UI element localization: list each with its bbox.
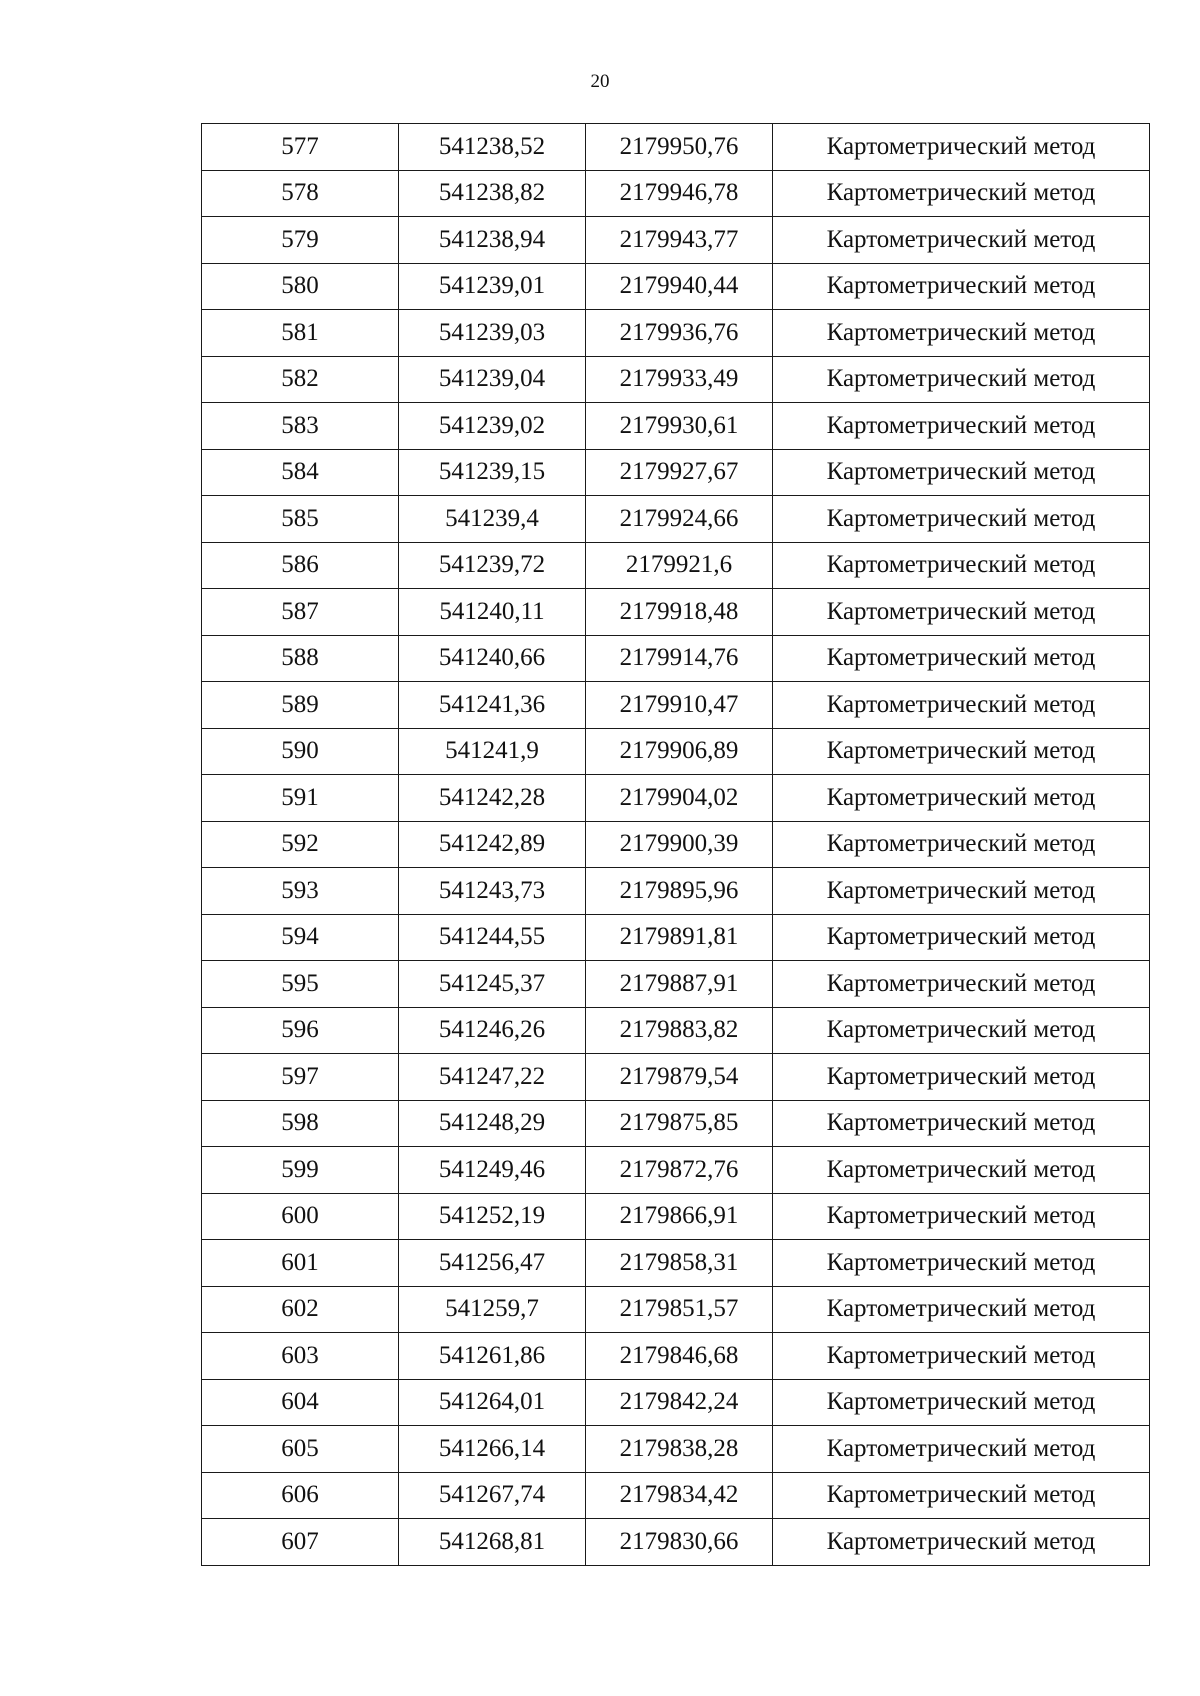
point-number-cell: 595 bbox=[202, 961, 399, 1008]
method-cell: Картометрический метод bbox=[773, 1333, 1150, 1380]
point-number-cell: 593 bbox=[202, 868, 399, 915]
y-coordinate-cell: 2179830,66 bbox=[586, 1519, 773, 1566]
method-cell: Картометрический метод bbox=[773, 542, 1150, 589]
point-number-cell: 577 bbox=[202, 124, 399, 171]
method-cell: Картометрический метод bbox=[773, 682, 1150, 729]
x-coordinate-cell: 541261,86 bbox=[399, 1333, 586, 1380]
point-number-cell: 600 bbox=[202, 1193, 399, 1240]
method-cell: Картометрический метод bbox=[773, 1519, 1150, 1566]
point-number-cell: 603 bbox=[202, 1333, 399, 1380]
point-number-cell: 604 bbox=[202, 1379, 399, 1426]
x-coordinate-cell: 541246,26 bbox=[399, 1007, 586, 1054]
table-row bbox=[202, 589, 1150, 636]
y-coordinate-cell: 2179918,48 bbox=[586, 589, 773, 636]
x-coordinate-cell: 541238,82 bbox=[399, 170, 586, 217]
x-coordinate-cell: 541241,36 bbox=[399, 682, 586, 729]
x-coordinate-cell: 541266,14 bbox=[399, 1426, 586, 1473]
x-coordinate-cell: 541252,19 bbox=[399, 1193, 586, 1240]
table-row bbox=[202, 170, 1150, 217]
method-cell: Картометрический метод bbox=[773, 403, 1150, 450]
y-coordinate-cell: 2179887,91 bbox=[586, 961, 773, 1008]
x-coordinate-cell: 541242,89 bbox=[399, 821, 586, 868]
point-number-cell: 596 bbox=[202, 1007, 399, 1054]
table-row bbox=[202, 682, 1150, 729]
x-coordinate-cell: 541248,29 bbox=[399, 1100, 586, 1147]
point-number-cell: 590 bbox=[202, 728, 399, 775]
x-coordinate-cell: 541247,22 bbox=[399, 1054, 586, 1101]
table-row bbox=[202, 1379, 1150, 1426]
x-coordinate-cell: 541241,9 bbox=[399, 728, 586, 775]
method-cell: Картометрический метод bbox=[773, 635, 1150, 682]
table-row bbox=[202, 1426, 1150, 1473]
y-coordinate-cell: 2179914,76 bbox=[586, 635, 773, 682]
x-coordinate-cell: 541238,94 bbox=[399, 217, 586, 264]
x-coordinate-cell: 541238,52 bbox=[399, 124, 586, 171]
y-coordinate-cell: 2179872,76 bbox=[586, 1147, 773, 1194]
y-coordinate-cell: 2179851,57 bbox=[586, 1286, 773, 1333]
table-row bbox=[202, 961, 1150, 1008]
y-coordinate-cell: 2179875,85 bbox=[586, 1100, 773, 1147]
x-coordinate-cell: 541267,74 bbox=[399, 1472, 586, 1519]
method-cell: Картометрический метод bbox=[773, 1147, 1150, 1194]
page-number: 20 bbox=[590, 71, 610, 92]
table-row bbox=[202, 1147, 1150, 1194]
y-coordinate-cell: 2179943,77 bbox=[586, 217, 773, 264]
method-cell: Картометрический метод bbox=[773, 1007, 1150, 1054]
method-cell: Картометрический метод bbox=[773, 263, 1150, 310]
table-row bbox=[202, 1286, 1150, 1333]
point-number-cell: 607 bbox=[202, 1519, 399, 1566]
method-cell: Картометрический метод bbox=[773, 1100, 1150, 1147]
table-row bbox=[202, 821, 1150, 868]
table-row bbox=[202, 1240, 1150, 1287]
method-cell: Картометрический метод bbox=[773, 914, 1150, 961]
y-coordinate-cell: 2179900,39 bbox=[586, 821, 773, 868]
y-coordinate-cell: 2179838,28 bbox=[586, 1426, 773, 1473]
x-coordinate-cell: 541239,03 bbox=[399, 310, 586, 357]
y-coordinate-cell: 2179946,78 bbox=[586, 170, 773, 217]
point-number-cell: 586 bbox=[202, 542, 399, 589]
method-cell: Картометрический метод bbox=[773, 1379, 1150, 1426]
x-coordinate-cell: 541249,46 bbox=[399, 1147, 586, 1194]
x-coordinate-cell: 541245,37 bbox=[399, 961, 586, 1008]
table-row bbox=[202, 496, 1150, 543]
point-number-cell: 584 bbox=[202, 449, 399, 496]
point-number-cell: 602 bbox=[202, 1286, 399, 1333]
coordinates-table-body bbox=[202, 124, 1150, 1566]
x-coordinate-cell: 541239,72 bbox=[399, 542, 586, 589]
table-row bbox=[202, 356, 1150, 403]
y-coordinate-cell: 2179936,76 bbox=[586, 310, 773, 357]
method-cell: Картометрический метод bbox=[773, 356, 1150, 403]
y-coordinate-cell: 2179906,89 bbox=[586, 728, 773, 775]
x-coordinate-cell: 541244,55 bbox=[399, 914, 586, 961]
table-row bbox=[202, 1472, 1150, 1519]
y-coordinate-cell: 2179927,67 bbox=[586, 449, 773, 496]
y-coordinate-cell: 2179858,31 bbox=[586, 1240, 773, 1287]
point-number-cell: 585 bbox=[202, 496, 399, 543]
table-row bbox=[202, 1519, 1150, 1566]
point-number-cell: 605 bbox=[202, 1426, 399, 1473]
x-coordinate-cell: 541239,15 bbox=[399, 449, 586, 496]
x-coordinate-cell: 541256,47 bbox=[399, 1240, 586, 1287]
x-coordinate-cell: 541239,04 bbox=[399, 356, 586, 403]
y-coordinate-cell: 2179846,68 bbox=[586, 1333, 773, 1380]
point-number-cell: 580 bbox=[202, 263, 399, 310]
table-row bbox=[202, 1100, 1150, 1147]
y-coordinate-cell: 2179933,49 bbox=[586, 356, 773, 403]
method-cell: Картометрический метод bbox=[773, 217, 1150, 264]
y-coordinate-cell: 2179950,76 bbox=[586, 124, 773, 171]
point-number-cell: 594 bbox=[202, 914, 399, 961]
y-coordinate-cell: 2179921,6 bbox=[586, 542, 773, 589]
point-number-cell: 581 bbox=[202, 310, 399, 357]
point-number-cell: 583 bbox=[202, 403, 399, 450]
x-coordinate-cell: 541240,66 bbox=[399, 635, 586, 682]
method-cell: Картометрический метод bbox=[773, 728, 1150, 775]
table-row bbox=[202, 868, 1150, 915]
table-row bbox=[202, 310, 1150, 357]
y-coordinate-cell: 2179930,61 bbox=[586, 403, 773, 450]
x-coordinate-cell: 541243,73 bbox=[399, 868, 586, 915]
method-cell: Картометрический метод bbox=[773, 1286, 1150, 1333]
point-number-cell: 582 bbox=[202, 356, 399, 403]
table-row bbox=[202, 1054, 1150, 1101]
x-coordinate-cell: 541259,7 bbox=[399, 1286, 586, 1333]
method-cell: Картометрический метод bbox=[773, 821, 1150, 868]
x-coordinate-cell: 541268,81 bbox=[399, 1519, 586, 1566]
method-cell: Картометрический метод bbox=[773, 1193, 1150, 1240]
method-cell: Картометрический метод bbox=[773, 1426, 1150, 1473]
method-cell: Картометрический метод bbox=[773, 1054, 1150, 1101]
y-coordinate-cell: 2179842,24 bbox=[586, 1379, 773, 1426]
x-coordinate-cell: 541239,4 bbox=[399, 496, 586, 543]
y-coordinate-cell: 2179879,54 bbox=[586, 1054, 773, 1101]
table-row bbox=[202, 124, 1150, 171]
table-row bbox=[202, 914, 1150, 961]
point-number-cell: 579 bbox=[202, 217, 399, 264]
method-cell: Картометрический метод bbox=[773, 170, 1150, 217]
y-coordinate-cell: 2179895,96 bbox=[586, 868, 773, 915]
method-cell: Картометрический метод bbox=[773, 496, 1150, 543]
method-cell: Картометрический метод bbox=[773, 775, 1150, 822]
x-coordinate-cell: 541242,28 bbox=[399, 775, 586, 822]
table-row bbox=[202, 1007, 1150, 1054]
method-cell: Картометрический метод bbox=[773, 1240, 1150, 1287]
table-row bbox=[202, 635, 1150, 682]
table-row bbox=[202, 775, 1150, 822]
y-coordinate-cell: 2179866,91 bbox=[586, 1193, 773, 1240]
point-number-cell: 601 bbox=[202, 1240, 399, 1287]
y-coordinate-cell: 2179924,66 bbox=[586, 496, 773, 543]
table-row bbox=[202, 263, 1150, 310]
x-coordinate-cell: 541264,01 bbox=[399, 1379, 586, 1426]
point-number-cell: 599 bbox=[202, 1147, 399, 1194]
table-row bbox=[202, 542, 1150, 589]
table-row bbox=[202, 403, 1150, 450]
y-coordinate-cell: 2179910,47 bbox=[586, 682, 773, 729]
y-coordinate-cell: 2179940,44 bbox=[586, 263, 773, 310]
table-row bbox=[202, 217, 1150, 264]
method-cell: Картометрический метод bbox=[773, 589, 1150, 636]
x-coordinate-cell: 541239,01 bbox=[399, 263, 586, 310]
point-number-cell: 589 bbox=[202, 682, 399, 729]
method-cell: Картометрический метод bbox=[773, 868, 1150, 915]
point-number-cell: 588 bbox=[202, 635, 399, 682]
point-number-cell: 598 bbox=[202, 1100, 399, 1147]
y-coordinate-cell: 2179891,81 bbox=[586, 914, 773, 961]
point-number-cell: 597 bbox=[202, 1054, 399, 1101]
point-number-cell: 587 bbox=[202, 589, 399, 636]
x-coordinate-cell: 541240,11 bbox=[399, 589, 586, 636]
table-row bbox=[202, 1193, 1150, 1240]
method-cell: Картометрический метод bbox=[773, 310, 1150, 357]
y-coordinate-cell: 2179834,42 bbox=[586, 1472, 773, 1519]
coordinates-table bbox=[201, 123, 1150, 1566]
point-number-cell: 578 bbox=[202, 170, 399, 217]
table-row bbox=[202, 728, 1150, 775]
method-cell: Картометрический метод bbox=[773, 1472, 1150, 1519]
table-row bbox=[202, 449, 1150, 496]
x-coordinate-cell: 541239,02 bbox=[399, 403, 586, 450]
point-number-cell: 591 bbox=[202, 775, 399, 822]
point-number-cell: 592 bbox=[202, 821, 399, 868]
y-coordinate-cell: 2179883,82 bbox=[586, 1007, 773, 1054]
table-row bbox=[202, 1333, 1150, 1380]
point-number-cell: 606 bbox=[202, 1472, 399, 1519]
y-coordinate-cell: 2179904,02 bbox=[586, 775, 773, 822]
method-cell: Картометрический метод bbox=[773, 961, 1150, 1008]
method-cell: Картометрический метод bbox=[773, 449, 1150, 496]
method-cell: Картометрический метод bbox=[773, 124, 1150, 171]
